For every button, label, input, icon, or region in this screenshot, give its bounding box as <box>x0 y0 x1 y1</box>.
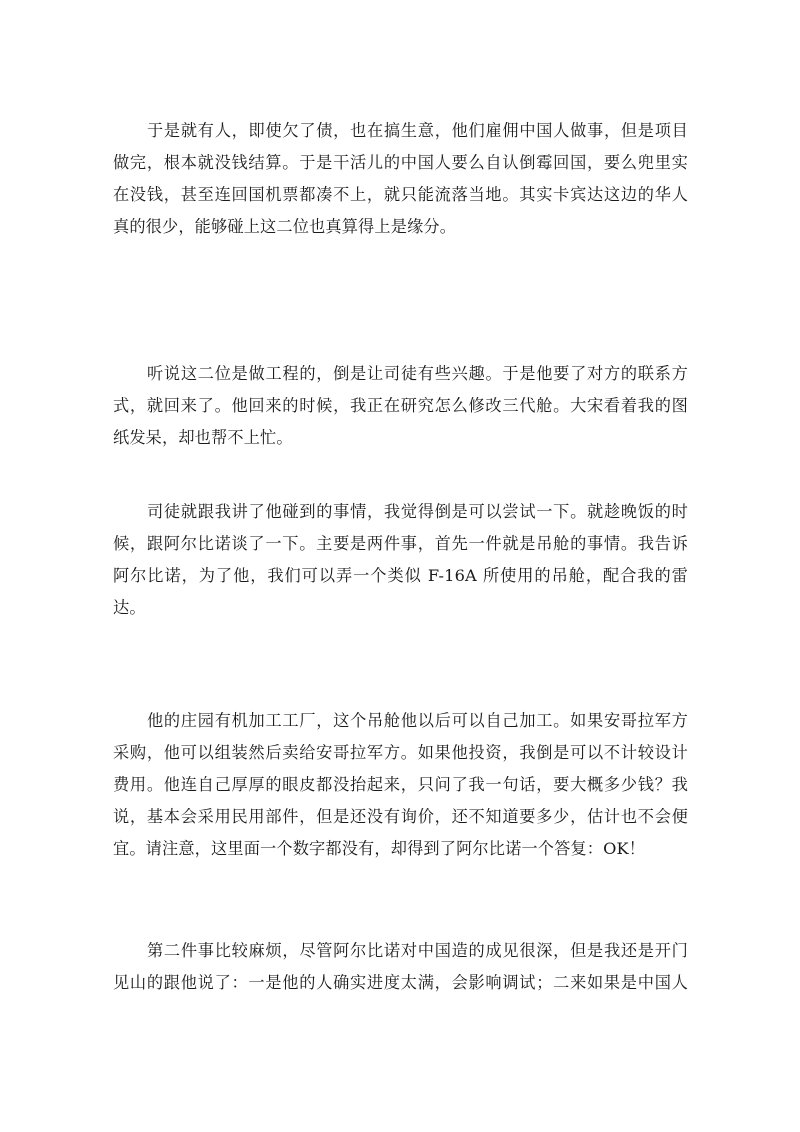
paragraph-3 <box>113 496 688 624</box>
paragraph-line: 式，就回来了。他回来的时候，我正在研究怎么修改三代舱。大宋看着我的图 <box>113 396 688 415</box>
paragraph-line: 候，跟阿尔比诺谈了一下。主要是两件事，首先一件就是吊舱的事情。我告诉 <box>113 534 688 553</box>
paragraph-1 <box>113 115 688 243</box>
paragraph-line: 于是就有人，即使欠了债，也在搞生意，他们雇佣中国人做事，但是项目 <box>147 121 688 140</box>
paragraph-line: 他的庄园有机加工工厂，这个吊舱他以后可以自己加工。如果安哥拉军方 <box>147 711 688 730</box>
paragraph-line: 采购，他可以组装然后卖给安哥拉军方。如果他投资，我倒是可以不计较设计 <box>113 743 688 762</box>
paragraph-line: 达。 <box>113 598 146 617</box>
paragraph-line: 在没钱，甚至连回国机票都凑不上，就只能流落当地。其实卡宾达这边的华人 <box>113 185 688 204</box>
paragraph-line: 第二件事比较麻烦，尽管阿尔比诺对中国造的成见很深，但是我还是开门 <box>147 941 688 960</box>
paragraph-5 <box>113 935 688 999</box>
paragraph-line: 见山的跟他说了：一是他的人确实进度太满，会影响调试；二来如果是中国人 <box>113 973 688 992</box>
paragraph-line: 真的很少，能够碰上这二位也真算得上是缘分。 <box>113 217 457 236</box>
paragraph-2 <box>113 358 688 454</box>
paragraph-line: 说，基本会采用民用部件，但是还没有询价，还不知道要多少，估计也不会便 <box>113 807 688 826</box>
paragraph-line: 听说这二位是做工程的，倒是让司徒有些兴趣。于是他要了对方的联系方 <box>147 364 688 383</box>
paragraph-line: 司徒就跟我讲了他碰到的事情，我觉得倒是可以尝试一下。就趁晚饭的时 <box>147 502 688 521</box>
paragraph-line: 宜。请注意，这里面一个数字都没有，却得到了阿尔比诺一个答复：OK！ <box>113 839 646 858</box>
paragraph-line: 做完，根本就没钱结算。于是干活儿的中国人要么自认倒霉回国，要么兜里实 <box>113 153 688 172</box>
paragraph-line: 纸发呆，却也帮不上忙。 <box>113 428 293 447</box>
paragraph-line: 阿尔比诺，为了他，我们可以弄一个类似 F-16A 所使用的吊舱，配合我的雷 <box>113 566 688 585</box>
paragraph-4 <box>113 705 688 865</box>
paragraph-line: 费用。他连自己厚厚的眼皮都没抬起来，只问了我一句话，要大概多少钱？我 <box>113 775 688 794</box>
